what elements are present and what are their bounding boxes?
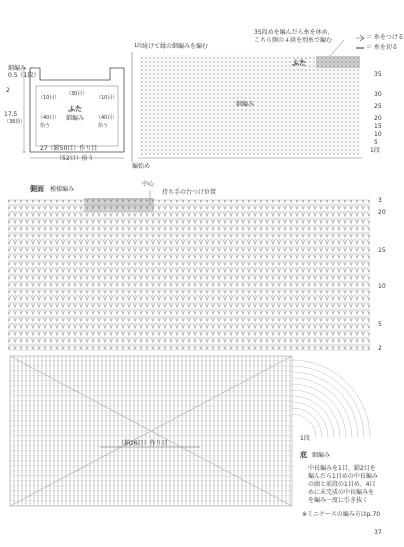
lid-row-label: 35	[374, 71, 382, 78]
side-row-label: 3	[378, 197, 382, 204]
lid-row-label: 5	[374, 139, 378, 146]
page-number: 37	[374, 529, 382, 536]
lid-chart-note-top-1: 35段めを編んだら糸を休め、	[254, 29, 334, 36]
bottom-chain: （鎖26目）作り目	[118, 440, 168, 447]
lid-row-label: 15	[374, 123, 382, 130]
lid-chart	[132, 35, 364, 162]
lid-row-label: 1段	[370, 147, 380, 154]
lid-chart-start: 編始め	[132, 163, 151, 170]
lid-rows-40-left: （40目）	[38, 115, 60, 121]
lid-chart-row1: 1段	[134, 43, 143, 49]
bottom-note: 中長編みを1目、鎖2目を	[308, 465, 376, 472]
side-center: 中心	[142, 181, 155, 188]
lid-chart-title: ふた	[292, 59, 306, 67]
lid-edge-label: 細編み	[8, 65, 27, 72]
lid-row-label: 20	[374, 115, 382, 122]
lid-title: ふた	[68, 105, 82, 113]
bottom-row-label: 1段	[300, 435, 310, 442]
lid-edge-size: 0.5（1段）	[8, 72, 40, 79]
lid-chart-note-left: 続けて縁の細編みを編む	[142, 43, 209, 50]
bottom-note: を編み一度に引き抜く	[308, 497, 369, 504]
lid-dim-2: 2	[6, 87, 10, 94]
lid-bottom-27: 27（鎖50目）作り目	[40, 145, 98, 152]
legend-cut: ＝ 糸を切る	[366, 44, 398, 51]
lid-chart-note-top-2: こちら側の４経を別糸で編む	[254, 37, 333, 44]
side-stitch: 模様編み	[50, 186, 75, 193]
lid-title-stitch: 細編み	[66, 115, 85, 122]
legend-attach: ＝ 糸をつける	[366, 34, 404, 41]
lid-rows-10-right: （10目）	[96, 95, 118, 101]
bottom-stitch: 細編み	[312, 452, 331, 459]
lid-rows-10-left: （10目）	[38, 95, 60, 101]
lid-row-label: 30	[374, 91, 382, 98]
lid-chart-stitch: 細編み	[236, 101, 255, 108]
side-title: 側面	[30, 185, 44, 193]
bottom-note: 編んだら1目めの中長編み	[308, 473, 378, 480]
lid-dim-17-5-rows: （38段）	[4, 119, 26, 125]
lid-row-label: 10	[374, 131, 382, 138]
lid-rows-40-left-2: 拾う	[40, 123, 51, 129]
side-row-label: 15	[378, 247, 386, 254]
lid-dim-17-5: 17.5	[4, 111, 18, 118]
side-handle-note: 持ち手の台つけ位置	[162, 189, 217, 196]
side-chart	[8, 190, 370, 350]
lid-rows-30: （30目）	[66, 91, 88, 97]
lid-row-label: 25	[374, 103, 382, 110]
side-row-label: 20	[378, 209, 386, 216]
bottom-note: の頭と前段の1目め、4目	[308, 481, 376, 488]
side-row-label: 5	[378, 321, 382, 328]
bottom-title: 底	[300, 451, 307, 459]
bottom-note: めに未完成の中長編みを	[308, 489, 375, 496]
lid-bottom-52: （52目）拾う	[56, 155, 94, 162]
side-row-label: 10	[378, 283, 386, 290]
lid-rows-40-right-2: 拾う	[98, 123, 109, 129]
side-row-label: 2	[378, 345, 382, 352]
lid-rows-40-right: （40目）	[96, 115, 118, 121]
bottom-ref: ※ミニケースの編み方はp.70	[302, 511, 381, 518]
